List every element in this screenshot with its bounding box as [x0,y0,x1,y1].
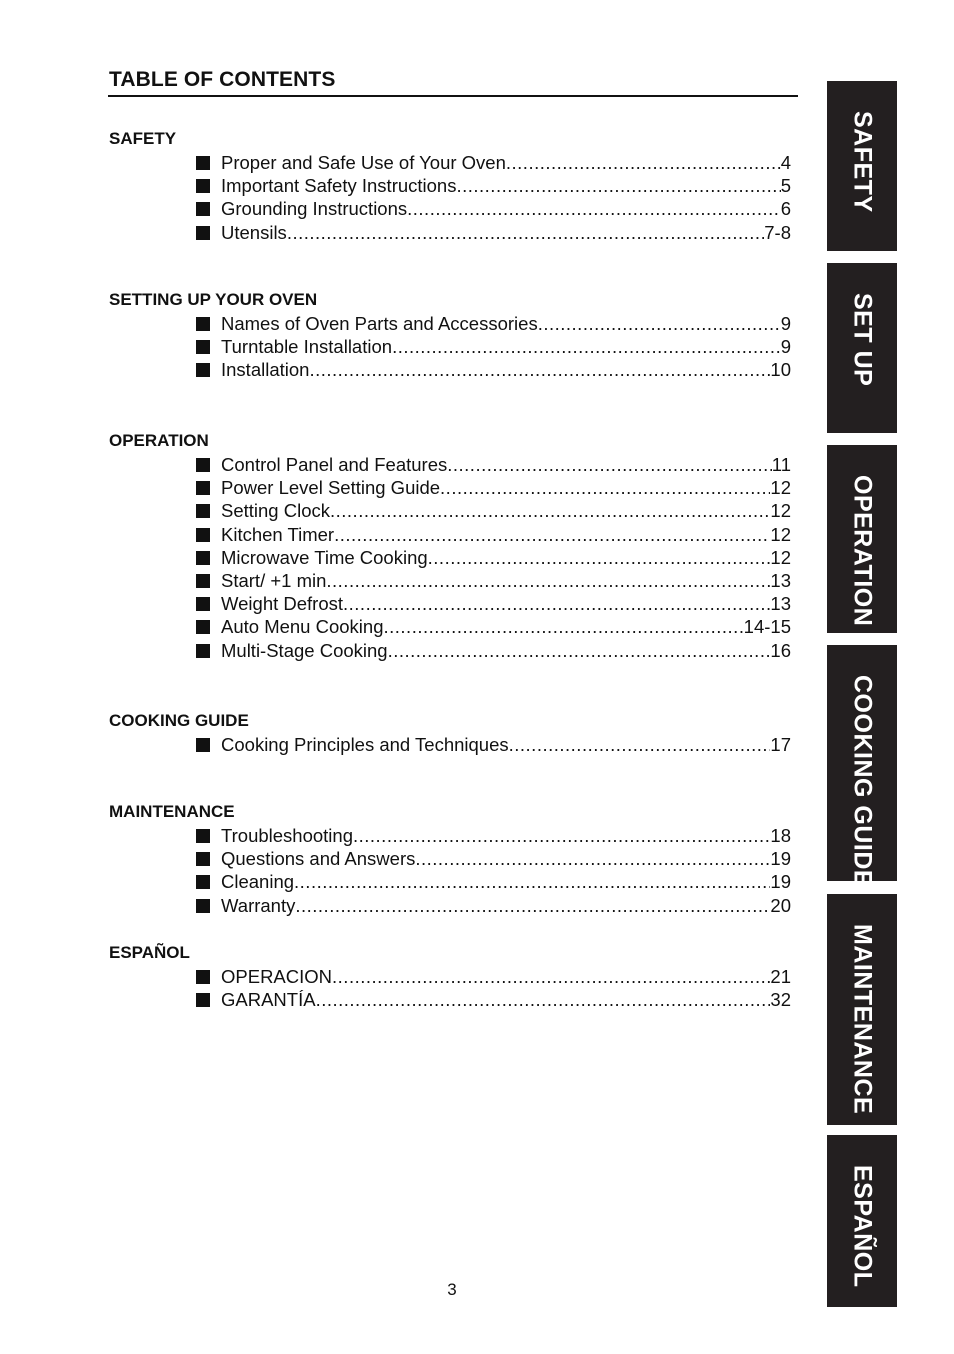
dot-leader [407,197,781,220]
entry-title: Names of Oven Parts and Accessories [221,313,538,334]
toc-entry[interactable] [196,988,791,1011]
dot-leader [538,312,781,335]
section-tab[interactable] [827,445,897,633]
entry-title: Installation [221,359,310,381]
square-bullet-icon [196,202,210,216]
entry-title: Utensils [221,221,287,243]
toc-entry[interactable] [196,824,791,847]
entry-page-number: 17 [770,734,791,755]
toc-entry[interactable] [196,358,791,381]
dot-leader [316,988,771,1011]
toc-entry[interactable] [196,870,791,893]
entry-title: Kitchen Timer [221,523,335,545]
square-bullet-icon [196,363,210,377]
entry-title: Turntable Installation [221,336,393,358]
dot-leader [392,335,781,358]
dot-leader [295,894,770,917]
entry-page-number: 16 [770,639,791,661]
toc-entry[interactable] [196,733,791,756]
tab-label: ESPAÑOL [848,1165,877,1288]
entry-page-number: 19 [770,871,791,893]
entry-page-number: 12 [770,523,791,545]
dot-leader [326,569,770,592]
dot-leader [287,221,764,244]
dot-leader [415,847,770,870]
square-bullet-icon [196,179,210,193]
toc-section [109,711,799,756]
dot-leader [509,733,771,756]
entry-page-number: 13 [770,569,791,591]
entry-page-number: 12 [770,500,791,522]
toc-entry[interactable] [196,453,791,476]
section-heading: ESPAÑOL [109,943,190,962]
entry-page-number: 6 [780,198,791,220]
entry-title: Proper and Safe Use of Your Oven [221,152,506,173]
entry-title: OPERACION [221,966,333,987]
entry-page-number: 9 [780,336,791,358]
toc-entry[interactable] [196,894,791,917]
dot-leader [330,499,770,522]
dot-leader [506,151,781,174]
tab-label: MAINTENANCE [848,924,877,1115]
entry-title: Troubleshooting [221,825,353,846]
dot-leader [388,639,771,662]
toc-entry[interactable] [196,335,791,358]
dot-leader [294,870,770,893]
dot-leader [456,174,780,197]
entry-title: Power Level Setting Guide [221,477,441,499]
page-title: TABLE OF CONTENTS [109,68,336,91]
entry-page-number: 12 [770,477,791,499]
entry-title: GARANTÍA [221,989,316,1011]
toc-entry[interactable] [196,847,791,870]
toc-section [109,431,799,662]
entry-page-number: 10 [770,359,791,381]
toc-section [109,290,799,382]
toc-entry[interactable] [196,965,791,988]
dot-leader [440,476,770,499]
square-bullet-icon [196,829,210,843]
dot-leader [384,615,744,638]
section-heading: MAINTENANCE [109,802,235,821]
toc-entry[interactable] [196,546,791,569]
entry-title: Multi-Stage Cooking [221,639,388,661]
square-bullet-icon [196,738,210,752]
tab-label: SAFETY [848,111,877,213]
square-bullet-icon [196,156,210,170]
dot-leader [343,592,770,615]
toc-section [109,943,799,1011]
square-bullet-icon [196,620,210,634]
toc-section [109,802,799,917]
toc-section [109,129,799,244]
entry-page-number: 7-8 [764,221,791,243]
entry-title: Microwave Time Cooking [221,546,428,568]
square-bullet-icon [196,317,210,331]
toc-entry[interactable] [196,523,791,546]
square-bullet-icon [196,875,210,889]
square-bullet-icon [196,852,210,866]
dot-leader [309,358,770,381]
section-heading: SAFETY [109,129,177,148]
tab-label: COOKING GUIDE [848,675,877,888]
square-bullet-icon [196,528,210,542]
entry-page-number: 32 [770,989,791,1011]
section-tab[interactable] [827,645,897,888]
square-bullet-icon [196,458,210,472]
square-bullet-icon [196,993,210,1007]
entry-page-number: 18 [770,825,791,846]
page-number: 3 [447,1280,457,1299]
toc-entry[interactable] [196,312,791,335]
entry-page-number: 9 [780,313,791,334]
section-tab[interactable] [827,263,897,433]
section-tab[interactable] [827,894,897,1125]
dot-leader [334,523,770,546]
entry-title: Auto Menu Cooking [221,616,384,638]
dot-leader [332,965,770,988]
entry-title: Grounding Instructions [221,198,408,220]
tab-label: OPERATION [848,475,877,627]
entry-title: Important Safety Instructions [221,175,457,197]
entry-title: Warranty [221,894,296,916]
entry-page-number: 19 [770,848,791,870]
entry-title: Cleaning [221,871,295,893]
square-bullet-icon [196,226,210,240]
toc-entry[interactable] [196,615,791,638]
toc-entry[interactable] [196,221,791,244]
entry-title: Questions and Answers [221,848,416,870]
square-bullet-icon [196,644,210,658]
toc-entry[interactable] [196,476,791,499]
entry-title: Weight Defrost [221,593,344,615]
entry-title: Control Panel and Features [221,454,448,475]
toc-entry[interactable] [196,592,791,615]
dot-leader [428,546,771,569]
section-heading: COOKING GUIDE [109,711,249,730]
square-bullet-icon [196,899,210,913]
entry-page-number: 13 [770,593,791,615]
entry-page-number: 11 [771,454,791,475]
entry-title: Setting Clock [221,500,330,522]
dot-leader [353,824,770,847]
title-divider [108,95,798,97]
square-bullet-icon [196,574,210,588]
toc-entry[interactable] [196,174,791,197]
tab-label: SET UP [848,293,877,387]
entry-page-number: 12 [770,546,791,568]
entry-page-number: 5 [780,175,791,197]
entry-page-number: 21 [770,966,791,987]
square-bullet-icon [196,597,210,611]
square-bullet-icon [196,504,210,518]
entry-title: Start/ +1 min [221,569,327,591]
section-heading: OPERATION [109,431,209,450]
square-bullet-icon [196,481,210,495]
square-bullet-icon [196,551,210,565]
entry-title: Cooking Principles and Techniques [221,734,509,755]
square-bullet-icon [196,970,210,984]
section-tab[interactable] [827,81,897,251]
toc-entry[interactable] [196,569,791,592]
toc-entry[interactable] [196,197,791,220]
entry-page-number: 14-15 [743,616,791,638]
toc-entry[interactable] [196,499,791,522]
section-heading: SETTING UP YOUR OVEN [109,290,318,309]
dot-leader [447,453,772,476]
square-bullet-icon [196,340,210,354]
entry-page-number: 20 [770,894,791,916]
toc-entry[interactable] [196,151,791,174]
toc-entry[interactable] [196,639,791,662]
entry-page-number: 4 [780,152,791,173]
